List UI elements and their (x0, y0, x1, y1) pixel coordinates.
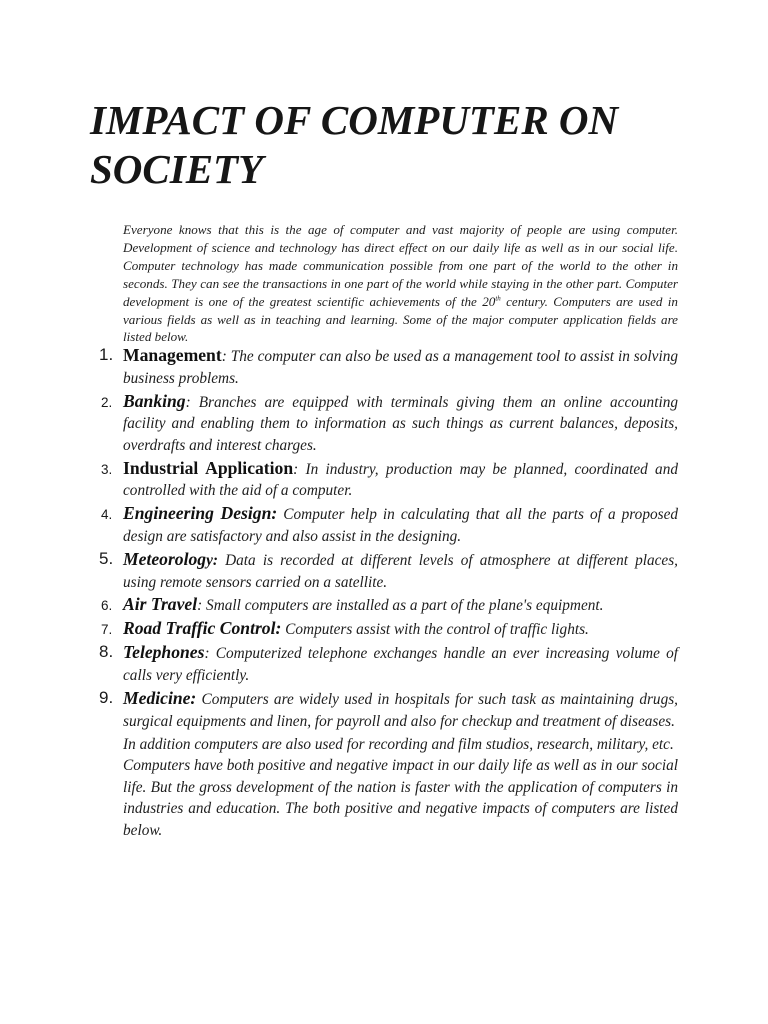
list-term: Industrial Application (123, 457, 294, 478)
list-item-management (99, 345, 678, 389)
list-item-engineering-design (101, 503, 679, 547)
list-item-meteorology (99, 548, 678, 593)
list-number: 2. (101, 394, 113, 410)
list-number: 7. (101, 622, 113, 638)
list-description: : The computer can also be used as a management tool to assist in solving business problems. (123, 348, 678, 387)
closing-paragraph-impact: Computers have both positive and negative impact in our daily life as well as in our social life. But the gross development of the nation is faster with the application of computers in industries and education. The both positive and negative impacts of computers are listed below. (123, 757, 678, 839)
list-number: 9. (99, 688, 114, 708)
list-number: 6. (101, 598, 113, 614)
list-number: 3. (101, 461, 113, 477)
list-description: Data is recorded at different levels of atmosphere at different places, using remote sensors carried on a satellite. (123, 551, 678, 591)
list-item-medicine (99, 688, 678, 732)
list-item-industrial-application (101, 457, 679, 502)
list-item-road-traffic-control (101, 618, 678, 641)
list-term: Air Travel (123, 594, 198, 615)
list-term: Road Traffic Control: (123, 618, 282, 639)
list-item-telephones (99, 642, 678, 686)
intro-text: Everyone knows that this is the age of computer and vast majority of people are using computer. Development of science and technology has direct effect on our daily life as well as in our social life. Computer technology has made communication possible from one part of the world to the other in seconds. They can see the transactions in one part of the world while staying in the other part. Computer development is one of the greatest scientific achievements of the 20 (123, 222, 678, 309)
intro-superscript: th (495, 294, 501, 303)
list-term: Meteorolog (123, 548, 207, 569)
list-number: 5. (99, 548, 114, 568)
closing-paragraph-additional-uses: In addition computers are also used for recording and film studios, research, military, etc. (123, 735, 674, 753)
list-description: Computers assist with the control of traffic lights. (281, 621, 589, 639)
list-number: 1. (99, 345, 114, 364)
list-number: 8. (99, 642, 114, 662)
list-description: : Computerized telephone exchanges handle an ever increasing volume of calls very efficiently. (123, 645, 678, 685)
list-item-air-travel (101, 594, 678, 617)
intro-paragraph (123, 221, 678, 346)
intro-text-continued: century. Computers are used in various fields as well as in teaching and learning. Some of the major computer application fields are listed below. (123, 293, 678, 345)
list-description: : Small computers are installed as a part of the plane's equipment. (197, 597, 604, 615)
list-term: Telephones (123, 642, 205, 663)
list-description: Computers are widely used in hospitals for such task as maintaining drugs, surgical equipments and linen, for payroll and also for checkup and treatment of diseases. (123, 691, 678, 730)
list-term: Medicine: (123, 688, 197, 709)
page-title: IMPACT OF COMPUTER ON SOCIETY (90, 97, 619, 192)
list-description: : In industry, production may be planned, coordinated and controlled with the aid of a computer. (123, 460, 679, 500)
list-item-banking (101, 390, 678, 457)
application-list (0, 345, 768, 842)
list-description: : Branches are equipped with terminals giving them an online accounting facility and enabling them to information as such things as current balances, deposits, overdrafts and interest charges. (123, 393, 678, 454)
list-term-tail: y: (206, 551, 218, 569)
list-description: Computer help in calculating that all the parts of a proposed design are satisfactory and also assist in the designing. (123, 506, 679, 545)
list-term: Management (123, 345, 222, 365)
list-term: Banking (123, 390, 186, 411)
list-term: Engineering Design: (123, 503, 278, 524)
list-number: 4. (101, 507, 113, 523)
